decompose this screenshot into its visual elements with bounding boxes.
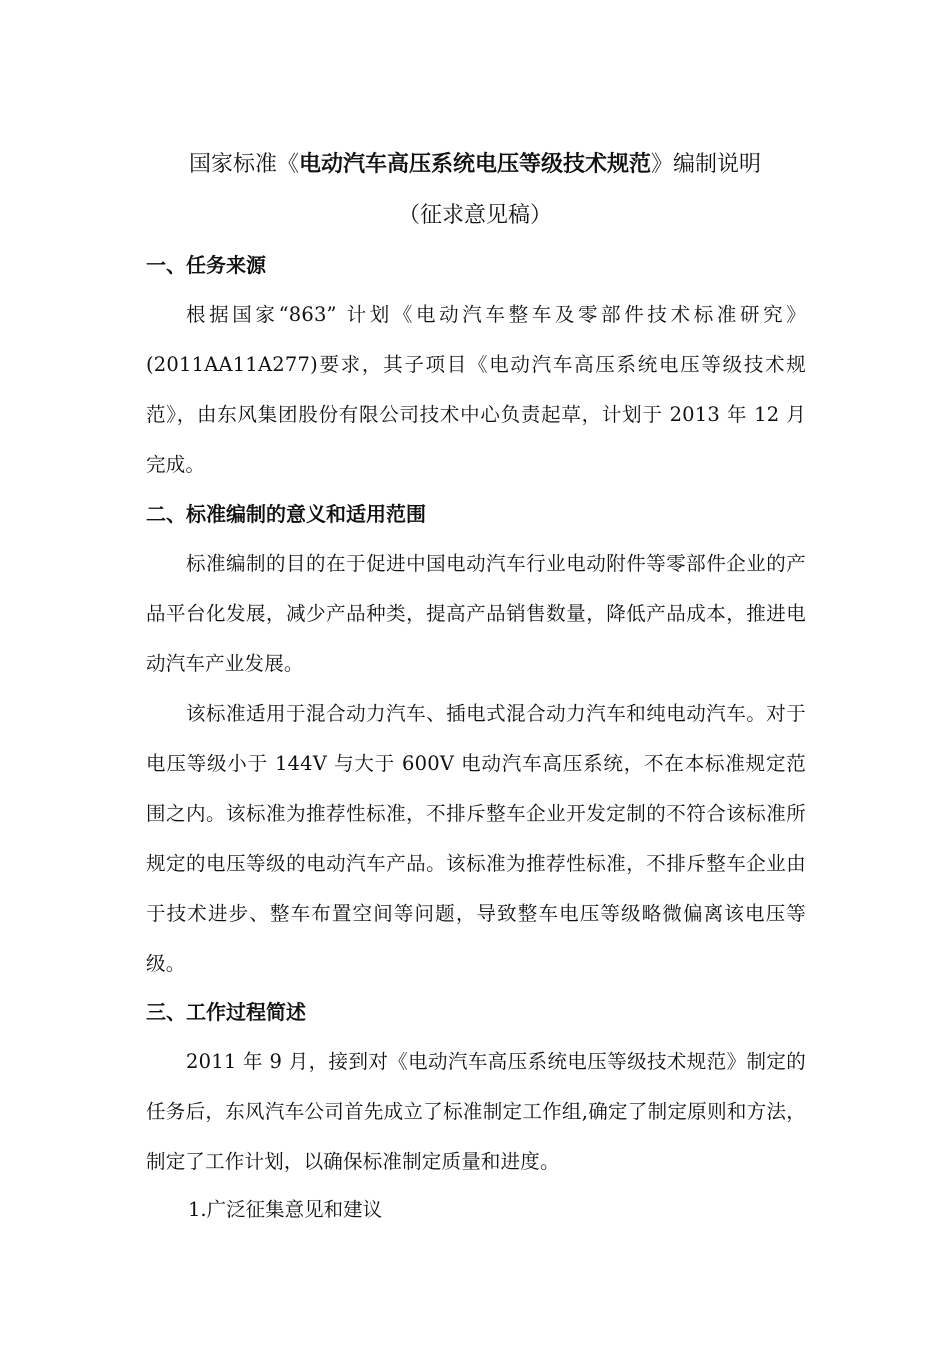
document-subtitle: （征求意见稿） bbox=[397, 203, 552, 228]
title-prefix: 国家标准《 bbox=[188, 152, 299, 177]
list-item-collect-opinions: 1.广泛征集意见和建议 bbox=[188, 1198, 383, 1221]
title-suffix: 》编制说明 bbox=[651, 152, 762, 177]
section-heading-task-source: 一、任务来源 bbox=[146, 253, 266, 277]
standard-name: 电动汽车高压系统电压等级技术规范 bbox=[298, 152, 651, 177]
section-heading-work-process: 三、工作过程简述 bbox=[146, 1000, 306, 1024]
paragraph-work-process: 2011 年 9 月，接到对《电动汽车高压系统电压等级技术规范》制定的任务后，东风汽车公司首先成立了标准制定工作组,确定了制定原则和方法，制定了工作计划，以确保标准制定质量和进度。 bbox=[146, 1050, 806, 1173]
section-heading-significance-scope: 二、标准编制的意义和适用范围 bbox=[146, 502, 426, 526]
document-title bbox=[0, 150, 950, 180]
paragraph-scope: 该标准适用于混合动力汽车、插电式混合动力汽车和纯电动汽车。对于电压等级小于 144V 与大于 600V 电动汽车高压系统，不在本标准规定范围之内。该标准为推荐性标准，不排斥整车企业开发定制的不符合该标准所规定的电压等级的电动汽车产品。该标准为推荐性标准，不排斥整车企业由于技术进步、整车布置空间等问题，导致整车电压等级略微偏离该电压等级。 bbox=[146, 702, 806, 975]
paragraph-task-source: 根据国家“863” 计划《电动汽车整车及零部件技术标准研究》(2011AA11A277)要求，其子项目《电动汽车高压系统电压等级技术规范》，由东风集团股份有限公司技术中心负责起草，计划于 2013 年 12 月完成。 bbox=[146, 303, 806, 476]
paragraph-significance: 标准编制的目的在于促进中国电动汽车行业电动附件等零部件企业的产品平台化发展，减少产品种类，提高产品销售数量，降低产品成本，推进电动汽车产业发展。 bbox=[146, 552, 806, 675]
